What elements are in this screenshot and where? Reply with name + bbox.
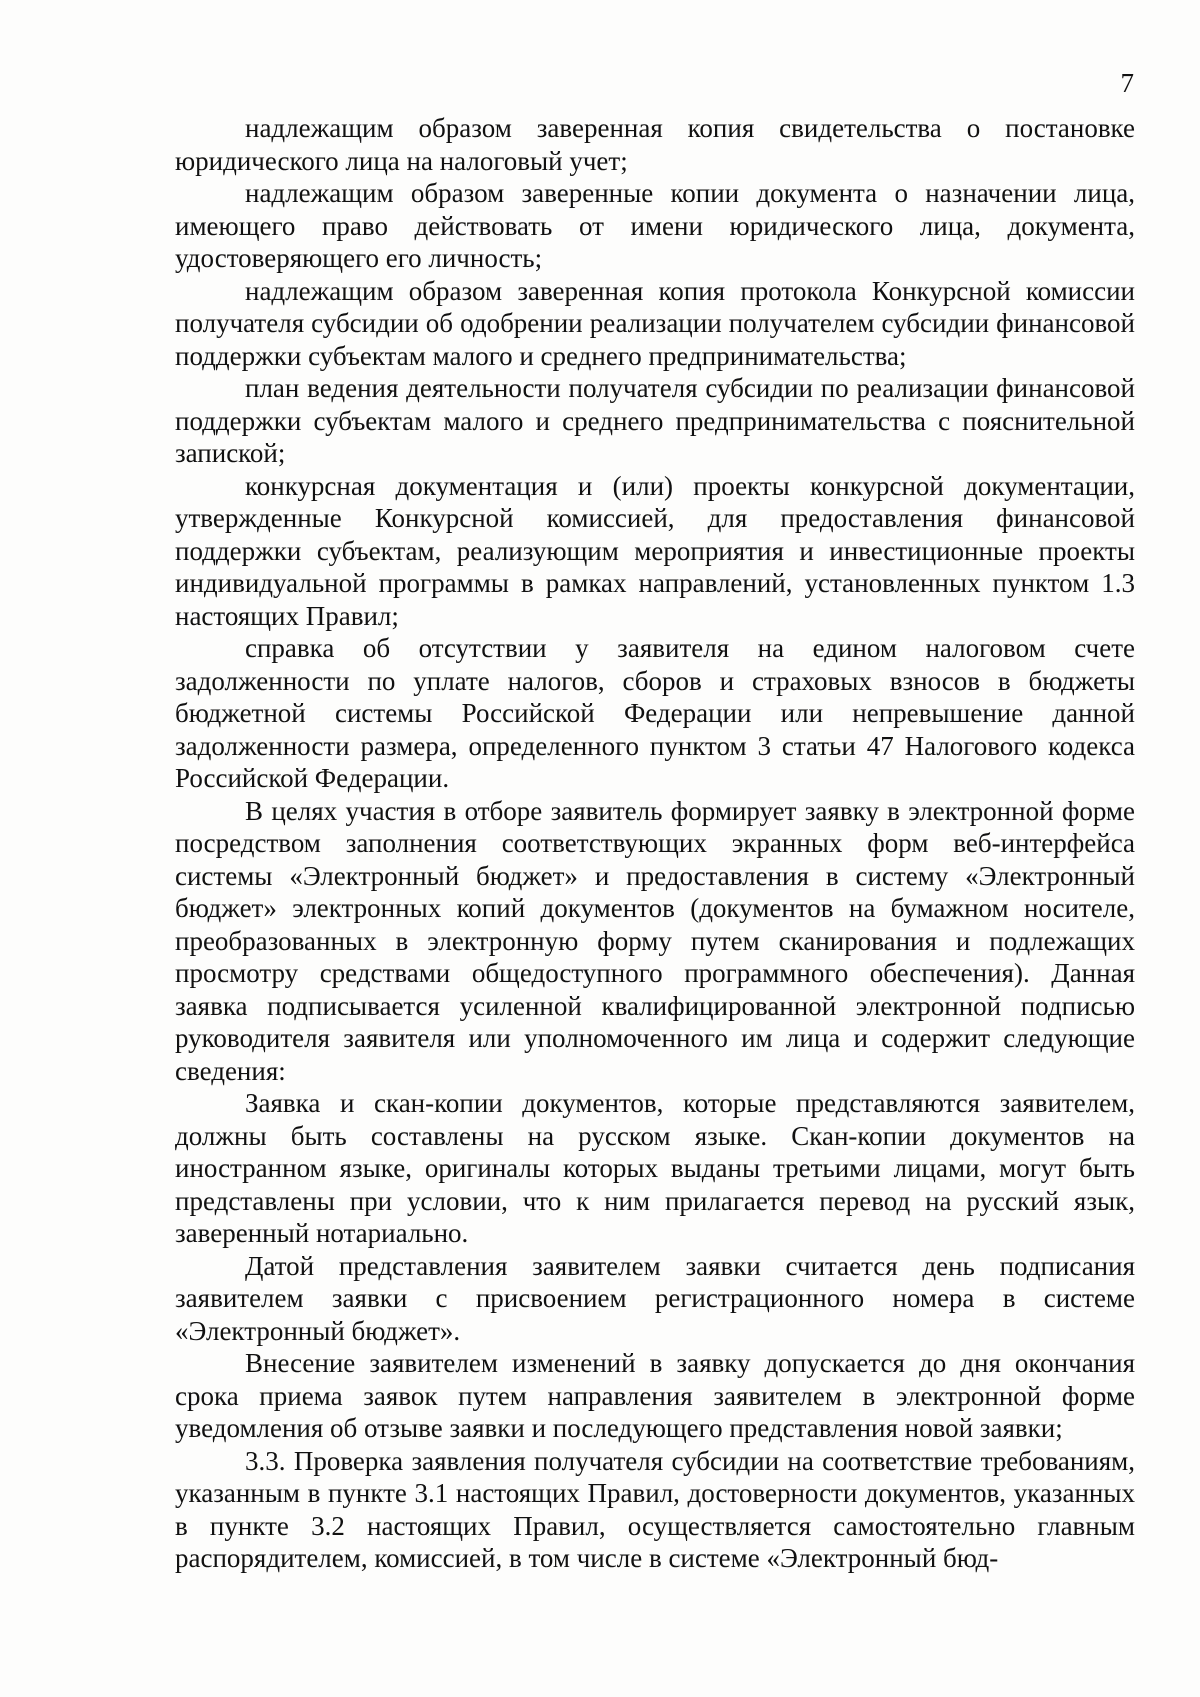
document-body [175,112,1135,1575]
paragraph-application-changes: Внесение заявителем изменений в заявку допускается до дня окончания срока приема заявок путем направления заявителем в электронной форме уведомления об отзыве заявки и последующего представления новой заявки; [175,1348,1135,1443]
paragraph-submission-date: Датой представления заявителем заявки считается день подписания заявителем заявки с присвоением регистрационного номера в системе «Электронный бюджет». [175,1250,1135,1346]
paragraph-commission-protocol: надлежащим образом заверенная копия протокола Конкурсной комиссии получателя субсидии об одобрении реализации получателем субсидии финансовой поддержки субъектам малого и среднего предпринимательства; [175,275,1135,371]
page-number: 7 [1120,68,1134,98]
paragraph-activity-plan: план ведения деятельности получателя субсидии по реализации финансовой поддержки субъектам малого и среднего предпринимательства с пояснительной запиской; [175,373,1135,468]
paragraph-tax-debt-certificate: справка об отсутствии у заявителя на едином налоговом счете задолженности по уплате налогов, сборов и страховых взносов в бюджеты бюджетной системы Российской Федерации или непревышение данной задолженности размера, определенного пунктом 3 статьи 47 Налогового кодекса Российской Федерации. [175,633,1135,793]
paragraph-electronic-application: В целях участия в отборе заявитель формирует заявку в электронной форме посредством заполнения соответствующих экранных форм веб-интерфейса системы «Электронный бюджет» и предоставления в систему «Электронный бюджет» электронных копий документов (документов на бумажном носителе, преобразованных в электронную форму путем сканирования и подлежащих просмотру средствами общедоступного программного обеспечения). Данная заявка подписывается усиленной квалифицированной электронной подписью руководителя заявителя или уполномоченного им лица и содержит следующие сведения: [175,795,1135,1086]
paragraph-tax-registration-copy: надлежащим образом заверенная копия свидетельства о постановке юридического лица на налоговый учет; [175,113,1135,176]
paragraph-section-3-3: 3.3. Проверка заявления получателя субсидии на соответствие требованиям, указанным в пункте 3.1 настоящих Правил, достоверности документов, указанных в пункте 3.2 настоящих Правил, осуществляется самостоятельно главным распорядителем, комиссией, в том числе в системе «Электронный бюд- [175,1445,1135,1573]
paragraph-competition-documentation: конкурсная документация и (или) проекты конкурсной документации, утвержденные Конкурсной комиссией, для предоставления финансовой поддержки субъектам, реализующим мероприятия и инвестиционные проекты индивидуальной программы в рамках направлений, установленных пунктом 1.3 настоящих Правил; [175,470,1135,631]
paragraph-appointment-copies: надлежащим образом заверенные копии документа о назначении лица, имеющего право действовать от имени юридического лица, документа, удостоверяющего его личность; [175,178,1135,273]
paragraph-russian-language: Заявка и скан-копии документов, которые представляются заявителем, должны быть составлены на русском языке. Скан-копии документов на иностранном языке, оригиналы которых выданы третьими лицами, могут быть представлены при условии, что к ним прилагается перевод на русский язык, заверенный нотариально. [175,1088,1135,1248]
